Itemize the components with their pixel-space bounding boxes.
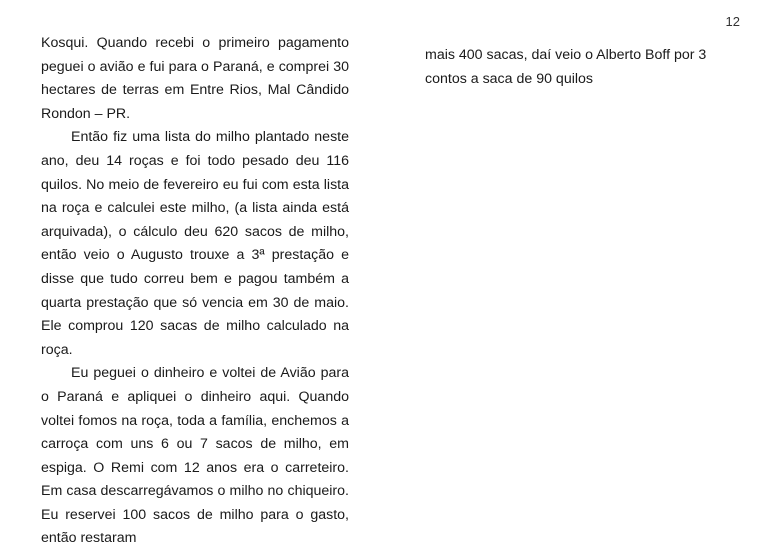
paragraph-1: Kosqui. Quando recebi o primeiro pagamento peguei o avião e fui para o Paraná, e comprei 30 hectares de terras em Entre Rios, Mal Cândido Rondon – PR.	[41, 35, 349, 122]
page-number: 12	[725, 14, 740, 29]
paragraph-3: Eu peguei o dinheiro e voltei de Avião para o Paraná e apliquei o dinheiro aqui. Quando voltei fomos na roça, toda a família, enchemos a carroça com uns 6 ou 7 sacos de milho, em espiga. O Remi com 12 anos era o carreteiro. Em casa descarregávamos o milho no chiqueiro. Eu reservei 100 sacos de milho para o gasto, então restaram	[41, 365, 349, 547]
left-text-column	[41, 32, 349, 551]
paragraph-2: Então fiz uma lista do milho plantado neste ano, deu 14 roças e foi todo pesado deu 116 quilos. No meio de fevereiro eu fui com esta lista na roça e calculei este milho, (a lista ainda está arquivada), o cálculo deu 620 sacos de milho, então veio o Augusto trouxe a 3ª prestação e disse que tudo correu bem e pagou também a quarta prestação que só vencia em 30 de maio. Ele comprou 120 sacas de milho calculado na roça.	[41, 129, 349, 358]
right-text-column	[425, 44, 743, 91]
paragraph-continuation: mais 400 sacas, daí veio o Alberto Boff por 3 contos a saca de 90 quilos	[425, 47, 707, 87]
